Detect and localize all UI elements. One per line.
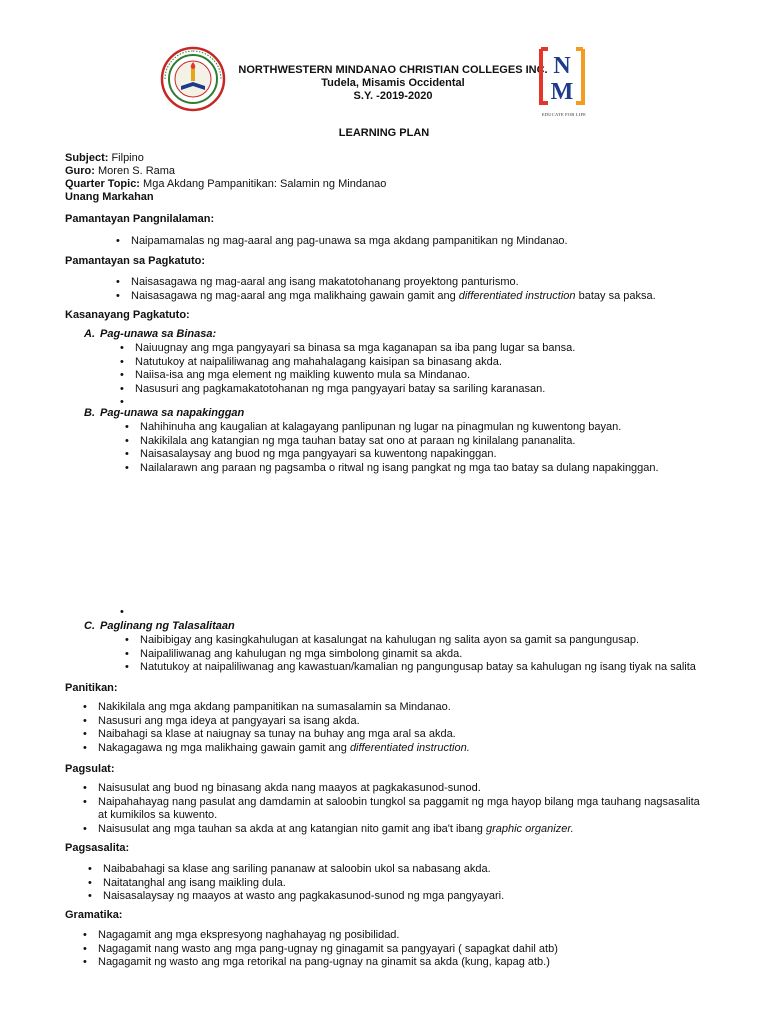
- nm-logo-mark: [538, 46, 586, 106]
- svg-text:N: N: [553, 53, 571, 79]
- list-item: • Naisasagawa ng mag-aaral ang isang makatotohanang proyektong panturismo.: [131, 276, 768, 290]
- heading-kasanayang-pagkatuto: Kasanayang Pagkatuto:: [65, 309, 190, 321]
- meta-teacher: Guro: Moren S. Rama: [65, 165, 176, 177]
- list-c: [140, 634, 768, 675]
- list-item: • Naibibigay ang kasingkahulugan at kasalungat na kahulugan ng salita ayon sa gamit sa pangungusap.: [140, 634, 768, 648]
- list-item: • Naipamamalas ng mag-aaral ang pag-unawa sa mga akdang pampanitikan ng Mindanao.: [131, 235, 768, 249]
- list-item: • Nahihinuha ang kaugalian at kalagayang panlipunan ng lugar na pinagmulan ng kuwentong bayan.: [140, 421, 768, 435]
- list-item: • Naibabahagi sa klase ang sariling pananaw at saloobin ukol sa nabasang akda.: [103, 863, 763, 877]
- list-item: • Nagagamit ng wasto ang mga retorikal na pang-ugnay na ginamit sa akda (kung, kapag atb.): [98, 956, 758, 970]
- list-item: • Naisasalaysay ang buod ng mga pangyayari sa kuwentong napakinggan.: [140, 448, 768, 462]
- school-year: S.Y. -2019-2020: [353, 90, 433, 102]
- document-title: LEARNING PLAN: [338, 127, 430, 139]
- school-seal-logo: [160, 46, 226, 112]
- list-item: • Naiisa-isa ang mga element ng maikling kuwento mula sa Mindanao.: [135, 369, 768, 383]
- list-item: • Naisasagawa ng mag-aaral ang mga malikhaing gawain gamit ang differentiated instruction batay sa paksa.: [131, 290, 768, 304]
- heading-pamantayan-pagkatuto: Pamantayan sa Pagkatuto:: [65, 255, 205, 267]
- list-item: • Naitatanghal ang isang maikling dula.: [103, 877, 763, 891]
- letterhead: [160, 46, 600, 122]
- list-item: • Naisusulat ang buod ng binasang akda nang maayos at pagkakasunod-sunod.: [98, 782, 758, 796]
- list-a: [135, 342, 768, 396]
- meta-subject: Subject: Filpino: [65, 152, 144, 164]
- svg-text:M: M: [550, 79, 574, 105]
- meta-quarter: Unang Markahan: [65, 191, 154, 203]
- list-item: • Naisasalaysay ng maayos at wasto ang pagkakasunod-sunod ng mga pangyayari.: [103, 890, 763, 904]
- list-item: • Naiuugnay ang mga pangyayari sa binasa sa mga kaganapan sa iba pang lugar sa bansa.: [135, 342, 768, 356]
- panitikan-list: [98, 701, 758, 755]
- list-item: • Nasusuri ang pagkamakatotohanan ng mga pangyayari batay sa sariling karanasan.: [135, 383, 768, 397]
- list-item: • Natutukoy at naipaliliwanag ang kawastuan/kamalian ng pangungusap batay sa kahulugan ng isang tiyak na salita: [140, 661, 768, 675]
- list-item: • Nailalarawn ang paraan ng pagsamba o ritwal ng isang pangkat ng mga tao batay sa dulang napakinggan.: [140, 462, 768, 476]
- school-header-text: [228, 64, 558, 103]
- plan-metadata: [65, 152, 705, 204]
- list-item: • Nakikilala ang katangian ng mga tauhan batay sat ono at paraan ng kinilalang pananalita.: [140, 435, 768, 449]
- pagsulat-list: [98, 782, 758, 836]
- pangnilalaman-list: [131, 235, 768, 249]
- list-item: • Naipaliliwanag ang kahulugan ng mga simbolong ginamit sa akda.: [140, 648, 768, 662]
- list-item: • Naisusulat ang mga tauhan sa akda at ang katangian nito gamit ang iba't ibang graphic organizer.: [98, 823, 758, 837]
- logo-tagline: EDUCATE FOR LIFE: [541, 112, 587, 117]
- subheading-c: C. Paglinang ng Talasalitaan: [84, 620, 235, 632]
- list-item: • Natutukoy at naipaliliwanag ang mahahalagang kaisipan sa binasang akda.: [135, 356, 768, 370]
- list-item: • Naibahagi sa klase at naiugnay sa tunay na buhay ang mga aral sa akda.: [98, 728, 758, 742]
- pagkatuto-list: [131, 276, 768, 303]
- subheading-a: A. Pag-unawa sa Binasa:: [84, 328, 217, 340]
- list-item: • Nasusuri ang mga ideya at pangyayari sa isang akda.: [98, 715, 758, 729]
- heading-pagsasalita: Pagsasalita:: [65, 842, 130, 854]
- list-item: • Nakagagawa ng mga malikhaing gawain gamit ang differentiated instruction.: [98, 742, 758, 756]
- meta-quarter-topic: Quarter Topic: Mga Akdang Pampanitikan: Salamin ng Mindanao: [65, 178, 387, 190]
- list-item: • Nagagamit ang mga ekspresyong naghahayag ng posibilidad.: [98, 929, 758, 943]
- subheading-b: B. Pag-unawa sa napakinggan: [84, 407, 245, 419]
- heading-panitikan: Panitikan:: [65, 682, 118, 694]
- heading-pamantayan-pangnilalaman: Pamantayan Pangnilalaman:: [65, 213, 215, 225]
- nm-logo: [538, 46, 590, 118]
- school-name: NORTHWESTERN MINDANAO CHRISTIAN COLLEGES INC.: [238, 64, 548, 76]
- heading-pagsulat: Pagsulat:: [65, 763, 115, 775]
- list-item: • Nagagamit nang wasto ang mga pang-ugnay ng ginagamit sa pangyayari ( sapagkat dahil atb): [98, 943, 758, 957]
- list-item: • Naipahahayag nang pasulat ang damdamin at saloobin tungkol sa paggamit ng mga hayop bilang mga tauhang nagsasalita at kumikilos sa kuwento.: [98, 796, 758, 823]
- school-location: Tudela, Misamis Occidental: [321, 77, 465, 89]
- gramatika-list: [98, 929, 758, 970]
- pagsasalita-list: [103, 863, 763, 904]
- list-b: [140, 421, 768, 475]
- list-item: • Nakikilala ang mga akdang pampanitikan na sumasalamin sa Mindanao.: [98, 701, 758, 715]
- heading-gramatika: Gramatika:: [65, 909, 123, 921]
